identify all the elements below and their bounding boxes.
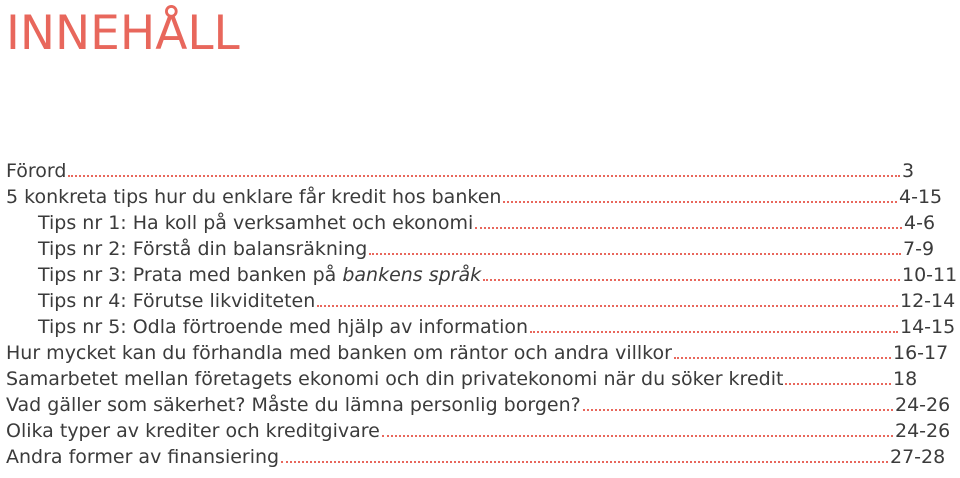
- toc-entry-label: Vad gäller som säkerhet? Måste du lämna personlig borgen?: [6, 394, 581, 416]
- toc-leader-dots: [530, 331, 898, 333]
- toc-entry-label-text: Tips nr 3: Prata med banken på: [38, 264, 343, 286]
- toc-entry-page: 14-15: [900, 316, 956, 338]
- toc-entry-page: 7-9: [903, 238, 935, 260]
- toc-entry-page: 4-15: [899, 186, 943, 208]
- toc-entry-label: Tips nr 2: Förstå din balansräkning: [38, 238, 368, 260]
- toc-leader-dots: [369, 253, 901, 255]
- toc-entry-label: Tips nr 5: Odla förtroende med hjälp av information: [38, 316, 529, 338]
- toc-entry-page: 10-11: [902, 264, 958, 286]
- toc-entry-forhandla[interactable]: [6, 340, 960, 366]
- toc-entry-forord[interactable]: [6, 158, 960, 184]
- toc-entry-page: 4-6: [904, 212, 936, 234]
- toc-entry-page: 18: [893, 368, 918, 390]
- toc-entry-label: Tips nr 1: Ha koll på verksamhet och ekonomi: [38, 212, 474, 234]
- toc-leader-dots: [281, 461, 888, 463]
- toc-entry-finansiering[interactable]: [6, 444, 960, 470]
- toc-leader-dots: [674, 357, 891, 359]
- toc-entry-tips-4[interactable]: [6, 288, 960, 314]
- toc-entry-page: 12-14: [900, 290, 956, 312]
- page-title: INNEHÅLL: [6, 6, 240, 61]
- toc-entry-page: 16-17: [893, 342, 949, 364]
- toc-leader-dots: [583, 409, 893, 411]
- toc-entry-sakerhet[interactable]: [6, 392, 960, 418]
- toc-leader-dots: [483, 279, 900, 281]
- toc-leader-dots: [68, 175, 900, 177]
- toc-leader-dots: [785, 383, 891, 385]
- toc-entry-label: Hur mycket kan du förhandla med banken om räntor och andra villkor: [6, 342, 672, 364]
- toc-entry-krediter[interactable]: [6, 418, 960, 444]
- toc-entry-tips-1[interactable]: [6, 210, 960, 236]
- table-of-contents: [6, 158, 960, 470]
- toc-entry-tips-5[interactable]: [6, 314, 960, 340]
- toc-leader-dots: [503, 201, 897, 203]
- toc-entry-label: Samarbetet mellan företagets ekonomi och din privatekonomi när du söker kredit: [6, 368, 784, 390]
- toc-entry-page: 24-26: [895, 394, 951, 416]
- toc-entry-tips-3[interactable]: [6, 262, 960, 288]
- toc-entry-page: 3: [902, 160, 915, 182]
- toc-entry-page: 27-28: [890, 446, 946, 468]
- toc-entry-label: Olika typer av krediter och kreditgivare: [6, 420, 380, 442]
- toc-entry-label: 5 konkreta tips hur du enklare får kredit hos banken: [6, 186, 502, 208]
- toc-entry-label: Tips nr 4: Förutse likviditeten: [38, 290, 316, 312]
- toc-entry-samarbetet[interactable]: [6, 366, 960, 392]
- toc-leader-dots: [475, 227, 902, 229]
- toc-leader-dots: [382, 435, 893, 437]
- toc-entry-label-emphasis: bankens språk: [342, 264, 482, 286]
- toc-entry-konkreta-tips[interactable]: [6, 184, 960, 210]
- toc-entry-page: 24-26: [895, 420, 951, 442]
- toc-entry-label: Förord: [6, 160, 67, 182]
- toc-leader-dots: [317, 305, 898, 307]
- toc-entry-tips-2[interactable]: [6, 236, 960, 262]
- toc-entry-label: [38, 262, 481, 288]
- toc-entry-label: Andra former av finansiering: [6, 446, 280, 468]
